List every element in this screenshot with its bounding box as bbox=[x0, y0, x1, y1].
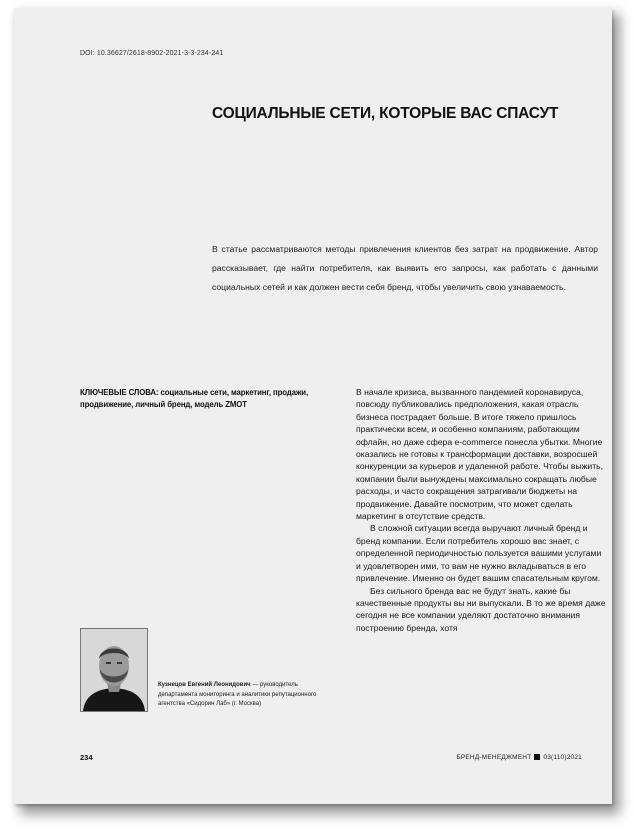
journal-footer bbox=[456, 754, 582, 761]
author-photo bbox=[80, 628, 148, 712]
keywords-label: КЛЮЧЕВЫЕ СЛОВА: bbox=[80, 388, 159, 397]
body-paragraph: Без сильного бренда вас не будут знать, какие бы качественные продукты вы ни выпускали. В то же время даже сегодня не все компании уделяют достаточно внимания построению бренда, хотя bbox=[356, 585, 606, 633]
article-page bbox=[14, 8, 612, 804]
author-info bbox=[158, 681, 328, 710]
article-body bbox=[356, 386, 606, 634]
square-separator-icon bbox=[534, 754, 540, 760]
keywords bbox=[80, 387, 330, 411]
abstract: В статье рассматриваются методы привлечения клиентов без затрат на продвижение. Автор рассказывает, где найти потребителя, как выявить его запросы, как работать с данными социальных сетей и как должен вести себя бренд, чтобы увеличить свою узнаваемость. bbox=[212, 244, 598, 292]
article-title: СОЦИАЛЬНЫЕ СЕТИ, КОТОРЫЕ ВАС СПАСУТ bbox=[212, 105, 559, 122]
author-portrait-icon bbox=[81, 629, 147, 711]
journal-name: БРЕНД-МЕНЕДЖМЕНТ bbox=[456, 754, 532, 761]
body-paragraph: В сложной ситуации всегда выручают личный бренд и бренд компании. Если потребитель хорошо вас знает, с определенной периодичностью пользуется вашими услугами и удовлетворен ими, то вам не нужно вкладываться в его привлечение. Именно он будет вашим спасательным кругом. bbox=[356, 523, 602, 584]
author-name: Кузнецов Евгений Леонидович bbox=[158, 682, 251, 688]
doi: DOI: 10.36627/2618-8902-2021-3-3-234-241 bbox=[80, 50, 224, 57]
journal-issue: 03(110)2021 bbox=[543, 754, 582, 761]
author-bio: — руководитель департамента мониторинга и аналитики репутационного агентства «Сидорин Лаб» (г. Москва) bbox=[158, 682, 317, 707]
body-paragraph: В начале кризиса, вызванного пандемией коронавируса, повсюду публиковались предположения, какая отрасль бизнеса пострадает больше. В итоге тяжело пришлось практически всем, и особенно компаниям, работающим офлайн, но даже сфера e-commerce понесла убытки. Многие оказались не готовы к трансформации доставки, возросшей конкуренции за курьеров и удаленной работе. Чтобы выжить, компании были вынуждены максимально сокращать любые расходы, и часто сокращения затрагивали бюджеты на продвижение. Давайте посмотрим, что может сделать маркетинг в отсутствие средств. bbox=[356, 387, 604, 522]
page-number: 234 bbox=[80, 753, 93, 762]
keywords-text: социальные сети, маркетинг, продажи, продвижение, личный бренд, модель ZMOT bbox=[80, 388, 309, 409]
